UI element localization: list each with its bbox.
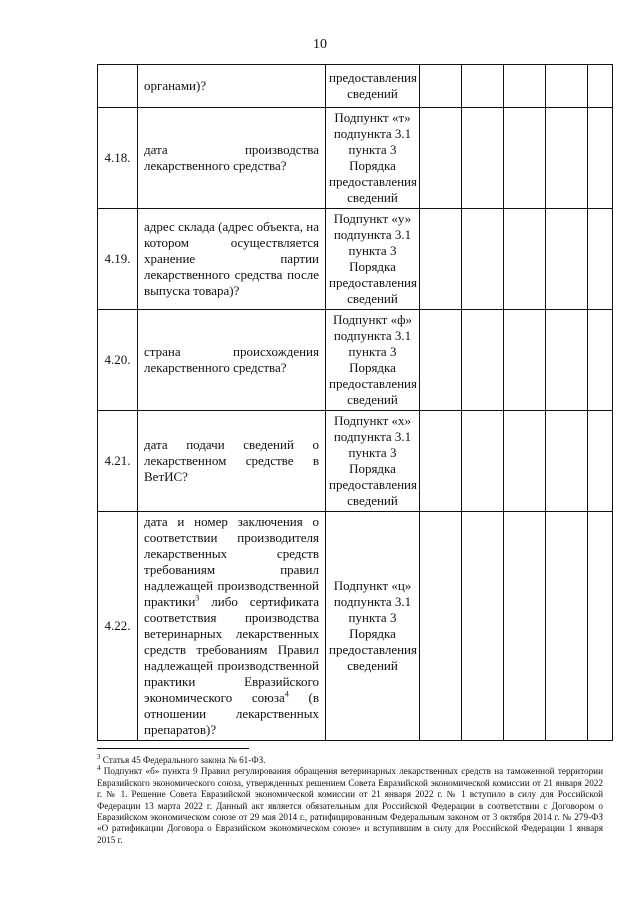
answer-cell [504,209,546,310]
answer-cell [504,411,546,512]
answer-cell [588,65,613,108]
answer-cell [504,512,546,741]
answer-cell [546,512,588,741]
checklist-table [97,64,613,741]
footnote [97,752,603,766]
question-text-tail: (в отношении лекарственных препаратов)? [144,690,319,737]
table-row [98,65,613,108]
answer-cell [504,108,546,209]
row-question [138,512,326,741]
row-number: 4.20. [98,310,138,411]
row-question: адрес склада (адрес объекта, на котором осуществляется хранение партии лекарственного средства после выпуска товара)? [138,209,326,310]
answer-cell [546,411,588,512]
answer-cell [420,512,462,741]
table-row [98,512,613,741]
answer-cell [588,108,613,209]
footnote-text: Статья 45 Федерального закона № 61-ФЗ. [102,755,266,765]
row-number: 4.19. [98,209,138,310]
row-reference: Подпункт «т» подпункта 3.1 пункта 3 Порядка предоставления сведений [326,108,420,209]
answer-cell [462,209,504,310]
answer-cell [546,310,588,411]
answer-cell [462,411,504,512]
footnote-mark: 3 [97,752,101,761]
row-question: органами)? [138,65,326,108]
answer-cell [504,65,546,108]
row-reference: Подпункт «ц» подпункта 3.1 пункта 3 Порядка предоставления сведений [326,512,420,741]
row-number: 4.21. [98,411,138,512]
answer-cell [588,310,613,411]
answer-cell [588,512,613,741]
row-number: 4.22. [98,512,138,741]
table-row [98,108,613,209]
footnote-text: Подпункт «б» пункта 9 Правил регулирования обращения ветеринарных лекарственных средств на таможенной территории Евразийского экономического союза, утвержденных решением Совета Евразийской экономической комиссии от 21 января 2022 г. № 1. Решение Совета Евразийской экономической комиссии от 21 января 2022 г. № 1 вступило в силу для Российской Федерации 13 марта 2022 г. Данный акт является обязательным для Российской Федерации в соответствии с Договором о Евразийском экономическом союзе от 29 мая 2014 г., ратифицированным Федеральным законом от 3 октября 2014 г. № 279-ФЗ «О ратификации Договора о Евразийском экономическом союзе» и вступившим в силу для Российской Федерации 1 января 2015 г. [97,766,603,845]
answer-cell [420,310,462,411]
answer-cell [420,411,462,512]
answer-cell [462,108,504,209]
row-question: страна происхождения лекарственного средства? [138,310,326,411]
row-number: 4.18. [98,108,138,209]
footnote-ref: 3 [195,593,200,603]
row-question: дата подачи сведений о лекарственном средстве в ВетИС? [138,411,326,512]
row-reference: предоставления сведений [326,65,420,108]
page-number: 10 [313,37,327,52]
row-reference: Подпункт «у» подпункта 3.1 пункта 3 Порядка предоставления сведений [326,209,420,310]
answer-cell [546,209,588,310]
answer-cell [420,209,462,310]
row-reference: Подпункт «х» подпункта 3.1 пункта 3 Порядка предоставления сведений [326,411,420,512]
answer-cell [546,65,588,108]
table-row [98,310,613,411]
footnote-ref: 4 [284,689,289,699]
answer-cell [462,512,504,741]
footnotes [97,752,603,846]
answer-cell [546,108,588,209]
row-reference: Подпункт «ф» подпункта 3.1 пункта 3 Порядка предоставления сведений [326,310,420,411]
answer-cell [462,310,504,411]
answer-cell [504,310,546,411]
answer-cell [420,65,462,108]
row-number [98,65,138,108]
answer-cell [462,65,504,108]
table-row [98,411,613,512]
answer-cell [588,209,613,310]
answer-cell [420,108,462,209]
table-row [98,209,613,310]
answer-cell [588,411,613,512]
row-question: дата производства лекарственного средства? [138,108,326,209]
question-text: дата и номер заключения о соответствии производителя лекарственных средств требованиям правил надлежащей производственной практики [144,514,319,609]
footnote [97,766,603,846]
question-text-continued: либо сертификата соответствия производства ветеринарных лекарственных средств требованиям Правил надлежащей производственной практики Евразийского экономического союза [144,594,319,705]
footnote-divider [97,748,249,749]
footnote-mark: 4 [97,764,101,773]
